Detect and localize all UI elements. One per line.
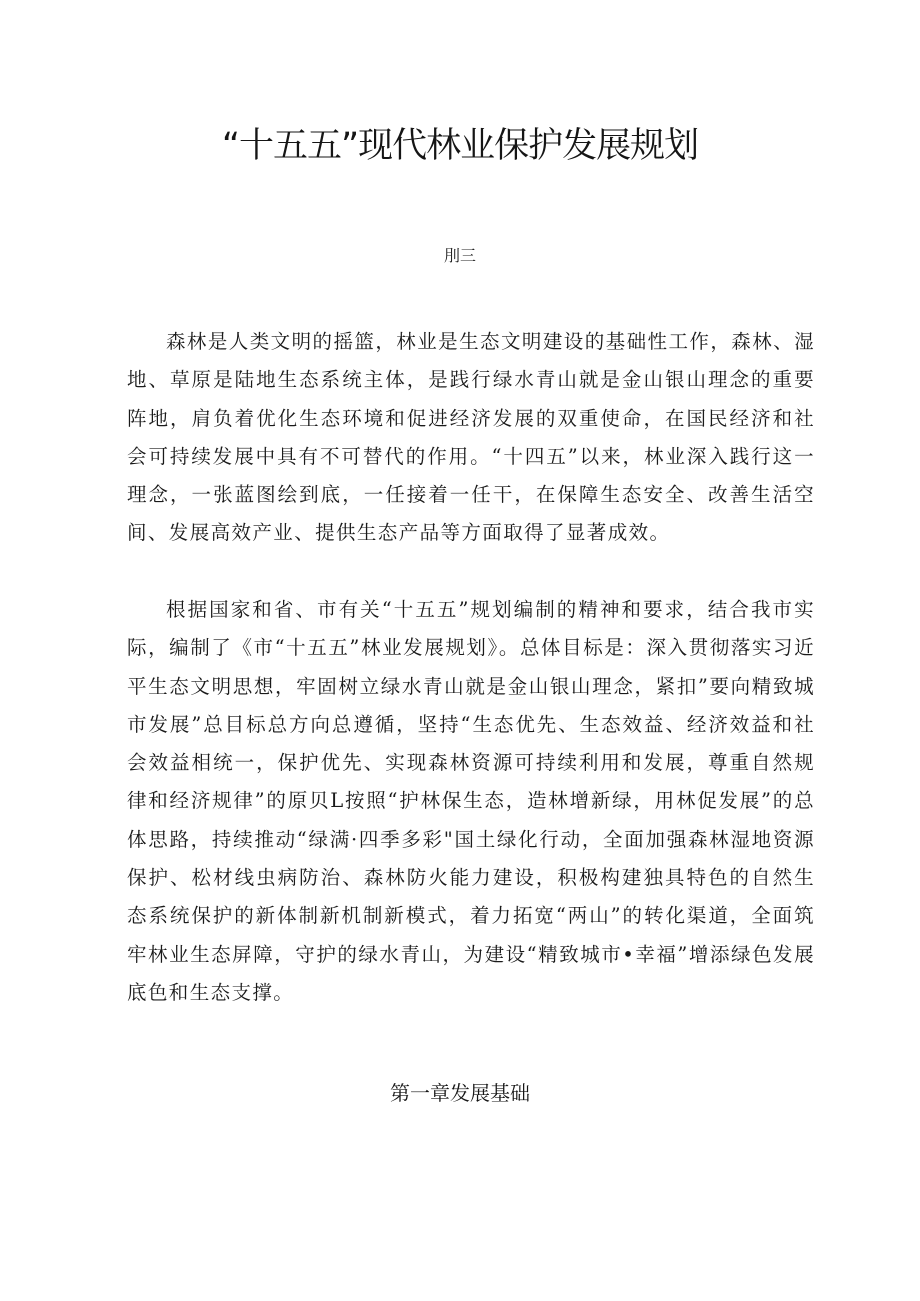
body-paragraph-2: 根据国家和省、市有关“十五五”规划编制的精神和要求，结合我市实际，编制了《市“十五五”林业发展规划》。总体目标是：深入贯彻落实习近平生态文明思想，牢固树立绿水青山就是金山银山理念，紧扣”要向精致城市发展”总目标总方向总遵循，坚持“生态优先、生态效益、经济效益和社会效益相统一，保护优先、实现森林资源可持续利用和发展，尊重自然规律和经济规律”的原贝L按照“护林保生态，造林增新绿，用林促发展”的总体思路，持续推动“绿满·四季多彩"国土绿化行动，全面加强森林湿地资源保护、松材线虫病防治、森林防火能力建设，积极构建独具特色的自然生态系统保护的新体制新机制新模式，着力拓宽“两山”的转化渠道，全面筑牢林业生态屏障，守护的绿水青山，为建设“精致城市•幸福”增添绿色发展底色和生态支撑。 [127,598,815,1004]
body-paragraph-1: 森林是人类文明的摇篮，林业是生态文明建设的基础性工作，森林、湿地、草原是陆地生态系统主体，是践行绿水青山就是金山银山理念的重要阵地，肩负着优化生态环境和促进经济发展的双重使命，在国民经济和社会可持续发展中具有不可替代的作用。“十四五”以来，林业深入践行这一理念，一张蓝图绘到底，一任接着一任干，在保障生态安全、改善生活空间、发展高效产业、提供生态产品等方面取得了显著成效。 [127,330,815,545]
preface-heading: 刖三 [443,246,476,265]
chapter-heading: 第一章发展基础 [390,1081,530,1105]
document-title: “十五五”现代林业保护发展规划 [221,126,699,166]
